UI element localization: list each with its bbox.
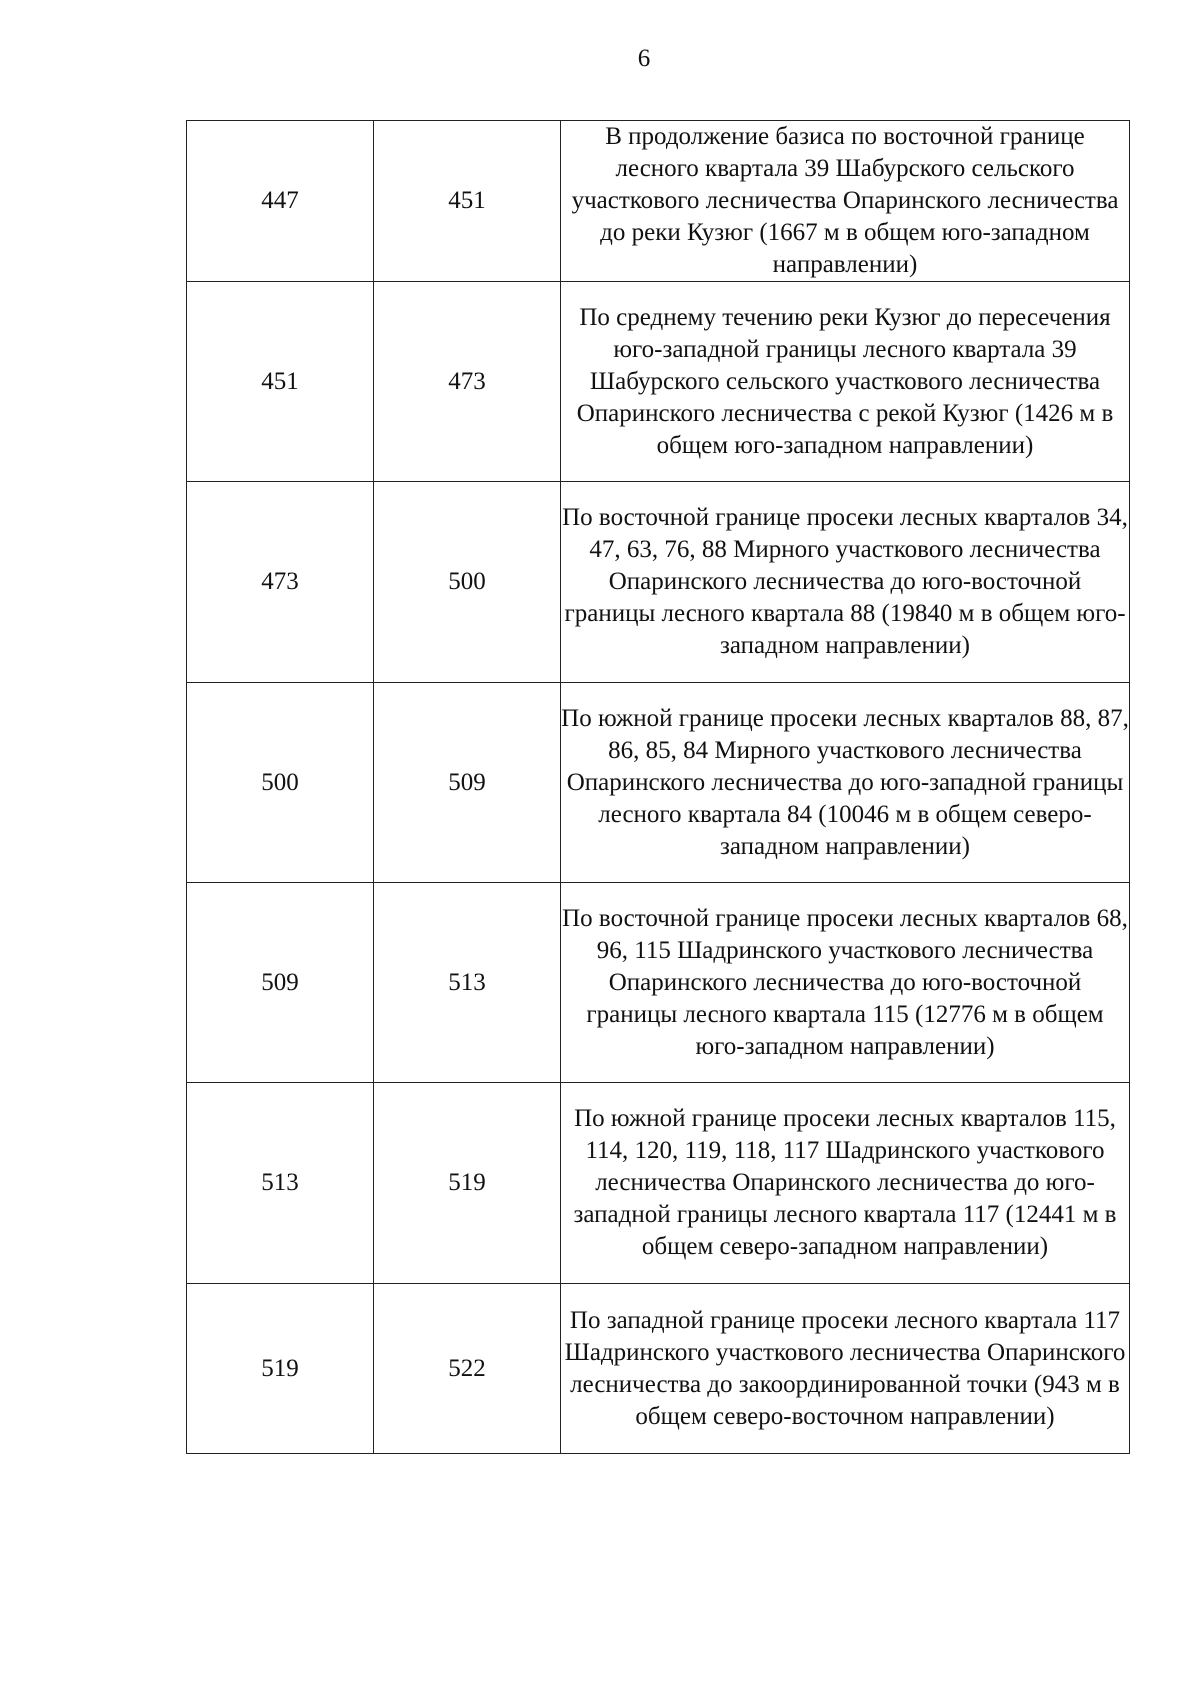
page-number: 6 <box>637 45 651 72</box>
to-point-cell: 473 <box>374 282 561 482</box>
from-point-cell: 473 <box>187 482 374 683</box>
table-row <box>187 1083 1130 1284</box>
description-cell: По среднему течению реки Кузюг до пересечения юго-западной границы лесного квартала 39 Шабурского сельского участкового лесничества Опаринского лесничества с рекой Кузюг (1426 м в общем юго-западном направлении) <box>561 282 1130 482</box>
description-cell: По южной границе просеки лесных кварталов 88, 87, 86, 85, 84 Мирного участкового лесничества Опаринского лесничества до юго-западной границы лесного квартала 84 (10046 м в общем северо-западном направлении) <box>561 683 1130 883</box>
description-cell: По западной границе просеки лесного квартала 117 Шадринского участкового лесничества Опаринского лесничества до закоординированной точки (943 м в общем северо-восточном направлении) <box>561 1284 1130 1454</box>
table-row <box>187 883 1130 1083</box>
from-point-cell: 509 <box>187 883 374 1083</box>
to-point-cell: 451 <box>374 121 561 282</box>
description-cell: По восточной границе просеки лесных кварталов 68, 96, 115 Шадринского участкового лесничества Опаринского лесничества до юго-восточной границы лесного квартала 115 (12776 м в общем юго-западном направлении) <box>561 883 1130 1083</box>
table-row <box>187 1284 1130 1454</box>
description-cell: В продолжение базиса по восточной границе лесного квартала 39 Шабурского сельского участкового лесничества Опаринского лесничества до реки Кузюг (1667 м в общем юго-западном направлении) <box>561 121 1130 282</box>
from-point-cell: 519 <box>187 1284 374 1454</box>
to-point-cell: 500 <box>374 482 561 683</box>
from-point-cell: 513 <box>187 1083 374 1284</box>
to-point-cell: 522 <box>374 1284 561 1454</box>
from-point-cell: 451 <box>187 282 374 482</box>
to-point-cell: 519 <box>374 1083 561 1284</box>
description-cell: По восточной границе просеки лесных кварталов 34, 47, 63, 76, 88 Мирного участкового лесничества Опаринского лесничества до юго-восточной границы лесного квартала 88 (19840 м в общем юго-западном направлении) <box>561 482 1130 683</box>
from-point-cell: 500 <box>187 683 374 883</box>
to-point-cell: 509 <box>374 683 561 883</box>
to-point-cell: 513 <box>374 883 561 1083</box>
table-row <box>187 482 1130 683</box>
description-cell: По южной границе просеки лесных кварталов 115, 114, 120, 119, 118, 117 Шадринского участкового лесничества Опаринского лесничества до юго-западной границы лесного квартала 117 (12441 м в общем северо-западном направлении) <box>561 1083 1130 1284</box>
from-point-cell: 447 <box>187 121 374 282</box>
boundary-table <box>186 120 1130 1454</box>
table-row <box>187 121 1130 282</box>
table-row <box>187 683 1130 883</box>
table-row <box>187 282 1130 482</box>
